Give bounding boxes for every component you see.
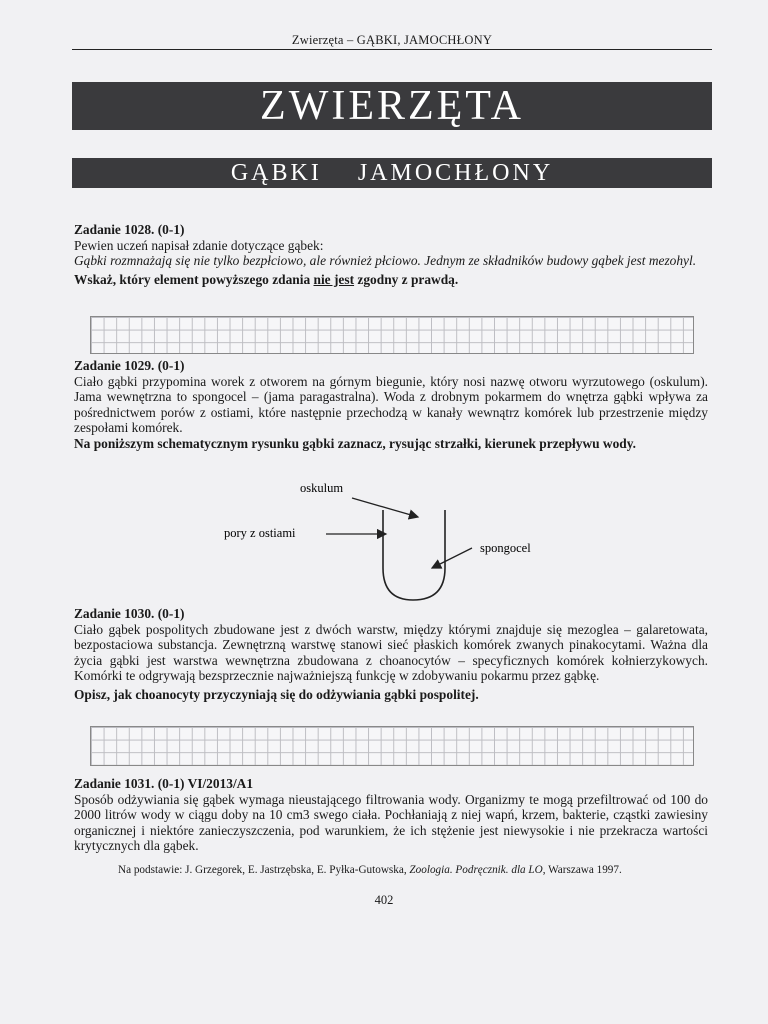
task-1028-intro: Pewien uczeń napisał zdanie dotyczące gąbek:: [74, 237, 324, 253]
sponge-body-outline: [383, 510, 445, 600]
answer-grid-1028[interactable]: [90, 316, 694, 354]
task-1029: [74, 358, 708, 452]
instruction-text-a: Wskaż, który element powyższego zdania: [74, 271, 314, 287]
sponge-diagram[interactable]: [200, 472, 600, 602]
task-1031: [74, 776, 708, 854]
task-1029-body: Ciało gąbki przypomina worek z otworem na górnym biegunie, który nosi nazwę otworu wyrzutowego (oskulum). Jama wewnętrzna to spongocel – (jama paragastralna). Woda z drobnym pokarmem do wnętrza gąbki wpływa za pośrednictwem porów z ostiami, które następnie przechodzą w kanały wewnątrz komórek lub przestrzenie między zespołami komórek.: [74, 373, 708, 436]
running-header: Zwierzęta – GĄBKI, JAMOCHŁONY: [291, 33, 493, 47]
label-oskulum: oskulum: [300, 481, 344, 495]
task-1028: [74, 222, 708, 287]
task-1030-instruction: Opisz, jak choanocyty przyczyniają się do odżywiania gąbki pospolitej.: [74, 686, 479, 702]
subtitle-word-1: GĄBKI: [230, 160, 322, 186]
task-1028-title: Zadanie 1028. (0-1): [74, 222, 185, 237]
task-1029-title: Zadanie 1029. (0-1): [74, 358, 185, 373]
task-1028-instruction: [74, 272, 708, 288]
task-1030: [74, 606, 708, 703]
task-1029-instruction: Na poniższym schematycznym rysunku gąbki zaznacz, rysując strzałki, kierunek przepływu wody.: [74, 435, 637, 451]
task-1031-title: Zadanie 1031. (0-1) VI/2013/A1: [74, 776, 254, 791]
instruction-underlined: nie jest: [313, 271, 355, 287]
pointer-spongocel: [432, 548, 472, 568]
source-note: [118, 864, 718, 876]
pointer-oskulum: [352, 498, 418, 517]
source-suffix: , Warszawa 1997.: [542, 864, 622, 876]
task-1031-body: Sposób odżywiania się gąbek wymaga nieustającego filtrowania wody. Organizmy te mogą przefiltrować od 100 do 2000 litrów wody w ciągu doby na 10 cm3 swego ciała. Pochłaniają z niej wapń, krzem, bakterie, cząstki zawiesiny organicznej i niektóre zanieczyszczenia, pod warunkiem, że ich stężenie jest niewysokie i nie przekracza wartości krytycznych dla gąbek.: [74, 791, 708, 854]
source-book: Zoologia. Podręcznik. dla LO: [409, 864, 543, 876]
label-spongocel: spongocel: [480, 541, 531, 555]
chapter-subtitle: [72, 158, 712, 188]
task-1028-quote: Gąbki rozmnażają się nie tylko bezpłciowo, ale również płciowo. Jednym ze składników budowy gąbek jest mezohyl.: [74, 253, 697, 269]
source-prefix: Na podstawie: J. Grzegorek, E. Jastrzębska, E. Pyłka-Gutowska,: [118, 864, 410, 876]
task-1030-body: Ciało gąbek pospolitych zbudowane jest z dwóch warstw, między którymi znajduje się mezoglea – galaretowata, bezpostaciowa substancja. Zewnętrzną warstwę stanowi sieć płaskich komórek zwanych pinakocytami. Ważna dla życia gąbki jest warstwa wewnętrzna zbudowana z choanocytów – specyficznych komórek kołnierzykowych. Komórki te odgrywają bezsprzecznie najważniejszą funkcję w zdobywaniu pokarmu przez gąbkę.: [74, 621, 708, 684]
task-1030-title: Zadanie 1030. (0-1): [74, 606, 185, 621]
instruction-text-b: zgodny z prawdą.: [354, 271, 459, 287]
header-rule: [72, 49, 712, 50]
chapter-title: ZWIERZĘTA: [72, 82, 712, 130]
label-pory: pory z ostiami: [224, 526, 296, 540]
page-number: 402: [374, 893, 394, 907]
subtitle-word-2: JAMOCHŁONY: [357, 160, 554, 186]
answer-grid-1030[interactable]: [90, 726, 694, 766]
